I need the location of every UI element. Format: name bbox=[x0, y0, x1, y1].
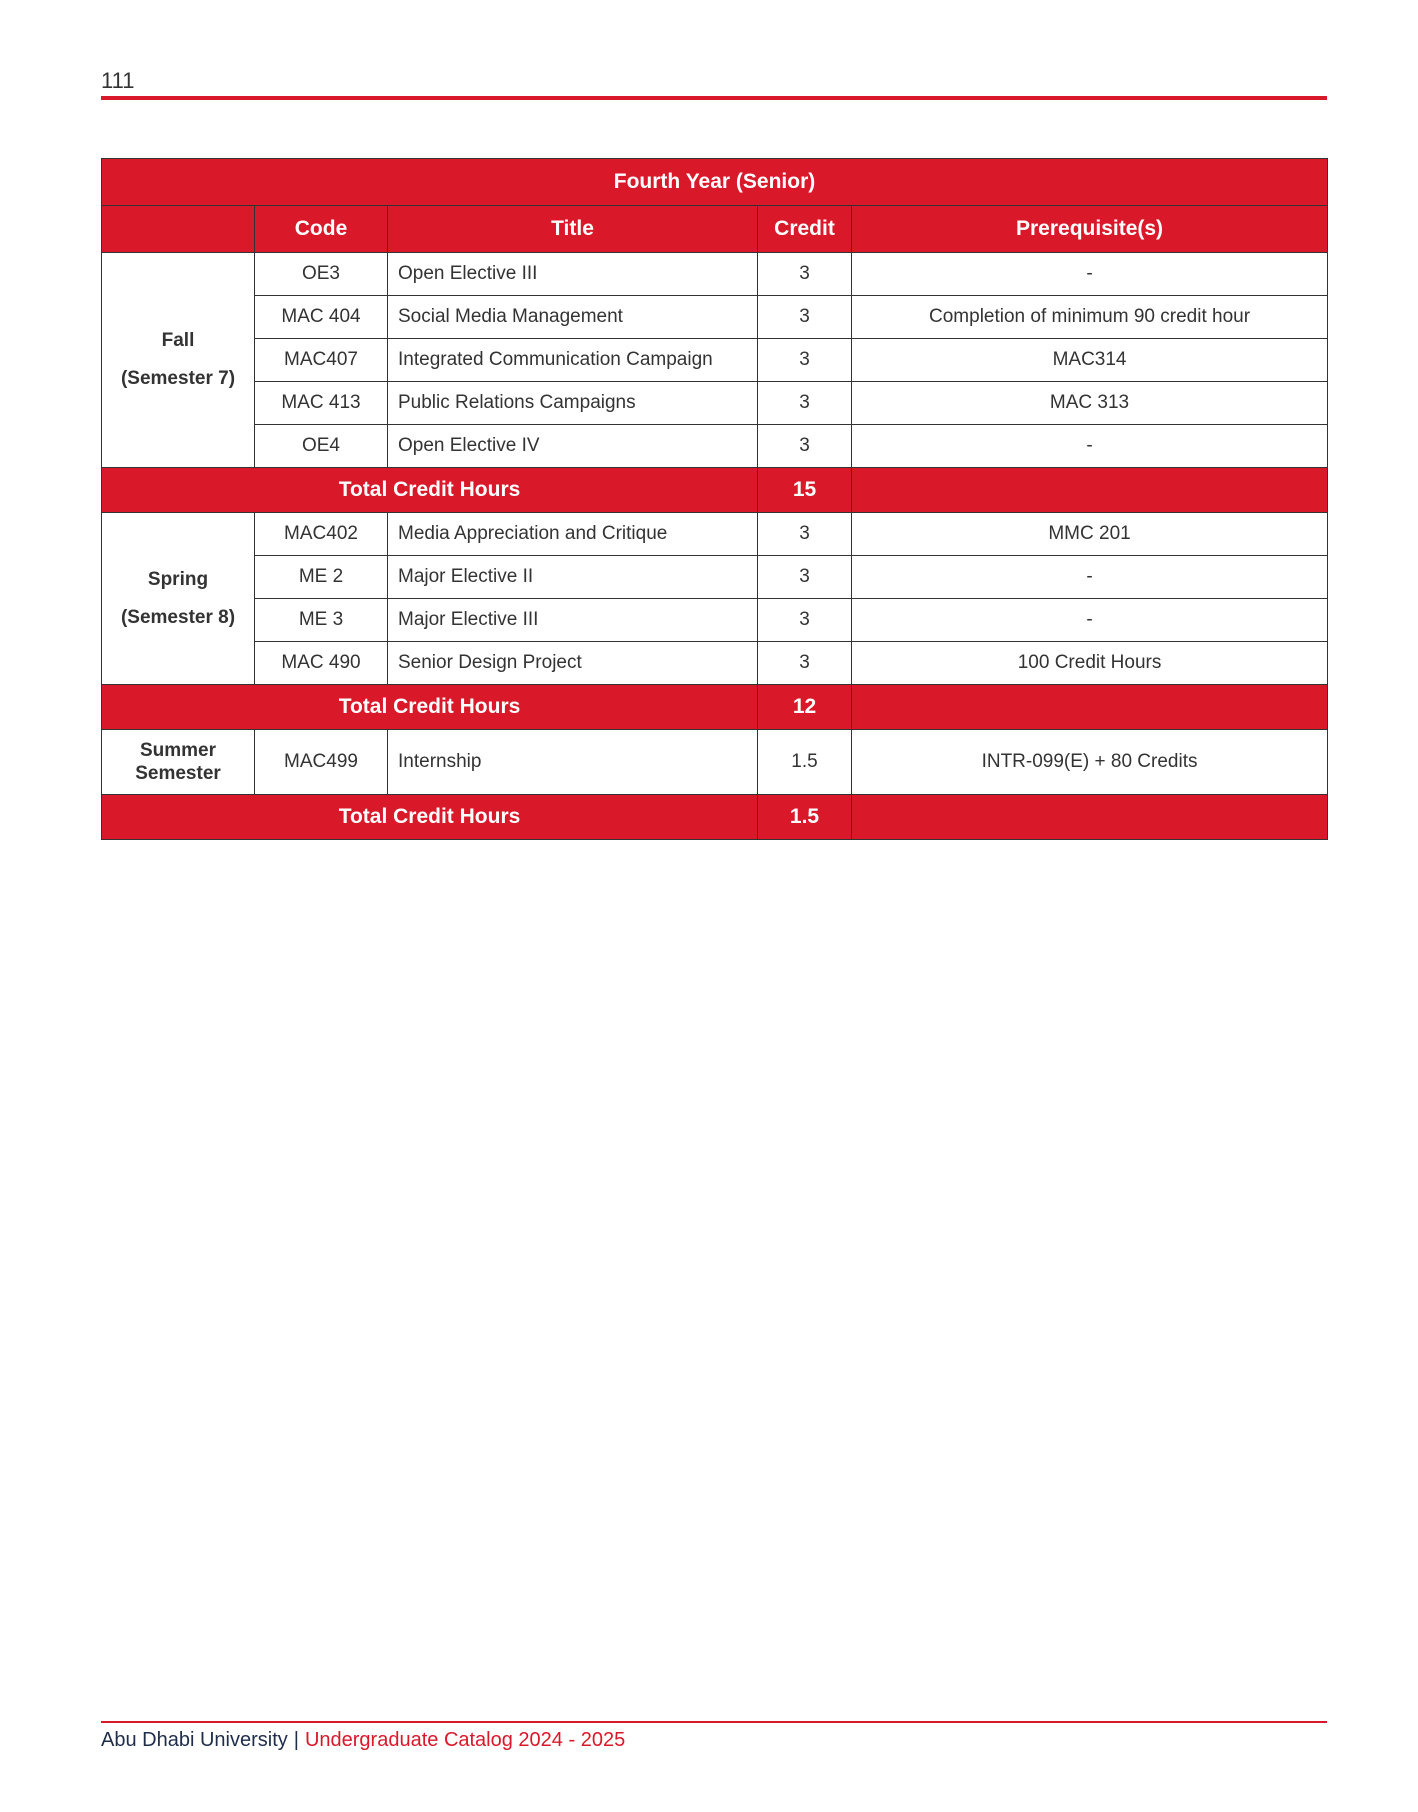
course-code: MAC499 bbox=[255, 730, 388, 795]
footer-catalog: Undergraduate Catalog 2024 - 2025 bbox=[304, 1729, 626, 1751]
total-value: 15 bbox=[758, 468, 852, 513]
course-prerequisite: - bbox=[852, 253, 1328, 296]
course-credit: 3 bbox=[758, 382, 852, 425]
semester-label-fall bbox=[102, 253, 255, 468]
header-code: Code bbox=[255, 206, 388, 253]
course-code: ME 3 bbox=[255, 599, 388, 642]
semester-number: Semester bbox=[135, 763, 221, 784]
course-prerequisite: - bbox=[852, 425, 1328, 468]
course-code: ME 2 bbox=[255, 556, 388, 599]
semester-name: Fall bbox=[161, 330, 195, 351]
total-value: 1.5 bbox=[758, 795, 852, 840]
course-code: OE3 bbox=[255, 253, 388, 296]
total-row-summer bbox=[102, 795, 1328, 840]
course-code: MAC407 bbox=[255, 339, 388, 382]
total-label: Total Credit Hours bbox=[102, 685, 758, 730]
table-row bbox=[102, 425, 1328, 468]
header-credit: Credit bbox=[758, 206, 852, 253]
semester-number: (Semester 7) bbox=[120, 368, 236, 389]
course-credit: 3 bbox=[758, 339, 852, 382]
page-number: 111 bbox=[101, 68, 135, 93]
course-prerequisite: MAC314 bbox=[852, 339, 1328, 382]
course-prerequisite: INTR-099(E) + 80 Credits bbox=[852, 730, 1328, 795]
course-credit: 3 bbox=[758, 642, 852, 685]
table-row bbox=[102, 642, 1328, 685]
total-blank bbox=[852, 795, 1328, 840]
table-row bbox=[102, 513, 1328, 556]
course-credit: 3 bbox=[758, 556, 852, 599]
total-value: 12 bbox=[758, 685, 852, 730]
course-code: OE4 bbox=[255, 425, 388, 468]
footer bbox=[101, 1729, 625, 1752]
semester-number: (Semester 8) bbox=[120, 606, 236, 628]
total-label: Total Credit Hours bbox=[102, 795, 758, 840]
course-title: Public Relations Campaigns bbox=[388, 382, 758, 425]
course-credit: 3 bbox=[758, 599, 852, 642]
course-code: MAC 413 bbox=[255, 382, 388, 425]
semester-name: Summer bbox=[139, 740, 217, 761]
course-credit: 3 bbox=[758, 425, 852, 468]
curriculum-table bbox=[101, 158, 1328, 840]
course-credit: 3 bbox=[758, 513, 852, 556]
header-title: Title bbox=[388, 206, 758, 253]
footer-separator: | bbox=[293, 1729, 299, 1751]
course-prerequisite: - bbox=[852, 556, 1328, 599]
course-code: MAC 404 bbox=[255, 296, 388, 339]
table-row bbox=[102, 599, 1328, 642]
table-title: Fourth Year (Senior) bbox=[102, 159, 1328, 206]
course-credit: 3 bbox=[758, 296, 852, 339]
total-row-spring bbox=[102, 685, 1328, 730]
total-blank bbox=[852, 685, 1328, 730]
table-row bbox=[102, 253, 1328, 296]
table-row bbox=[102, 339, 1328, 382]
course-credit: 3 bbox=[758, 253, 852, 296]
header-prerequisites: Prerequisite(s) bbox=[852, 206, 1328, 253]
course-prerequisite: Completion of minimum 90 credit hour bbox=[852, 296, 1328, 339]
course-code: MAC402 bbox=[255, 513, 388, 556]
course-prerequisite: 100 Credit Hours bbox=[852, 642, 1328, 685]
course-prerequisite: - bbox=[852, 599, 1328, 642]
course-title: Open Elective IV bbox=[388, 425, 758, 468]
course-title: Internship bbox=[388, 730, 758, 795]
course-code: MAC 490 bbox=[255, 642, 388, 685]
course-prerequisite: MMC 201 bbox=[852, 513, 1328, 556]
total-label: Total Credit Hours bbox=[102, 468, 758, 513]
course-title: Media Appreciation and Critique bbox=[388, 513, 758, 556]
header-blank bbox=[102, 206, 255, 253]
course-credit: 1.5 bbox=[758, 730, 852, 795]
total-blank bbox=[852, 468, 1328, 513]
course-title: Senior Design Project bbox=[388, 642, 758, 685]
table-row bbox=[102, 556, 1328, 599]
table-row bbox=[102, 382, 1328, 425]
header-divider bbox=[101, 96, 1327, 100]
total-row-fall bbox=[102, 468, 1328, 513]
footer-divider bbox=[101, 1721, 1327, 1723]
course-title: Major Elective III bbox=[388, 599, 758, 642]
course-prerequisite: MAC 313 bbox=[852, 382, 1328, 425]
course-title: Social Media Management bbox=[388, 296, 758, 339]
semester-label-spring bbox=[102, 513, 255, 685]
table-row bbox=[102, 730, 1328, 795]
footer-university: Abu Dhabi University bbox=[101, 1729, 288, 1751]
table-row bbox=[102, 296, 1328, 339]
course-title: Major Elective II bbox=[388, 556, 758, 599]
course-title: Integrated Communication Campaign bbox=[388, 339, 758, 382]
semester-label-summer bbox=[102, 730, 255, 795]
course-title: Open Elective III bbox=[388, 253, 758, 296]
semester-name: Spring bbox=[147, 568, 209, 590]
